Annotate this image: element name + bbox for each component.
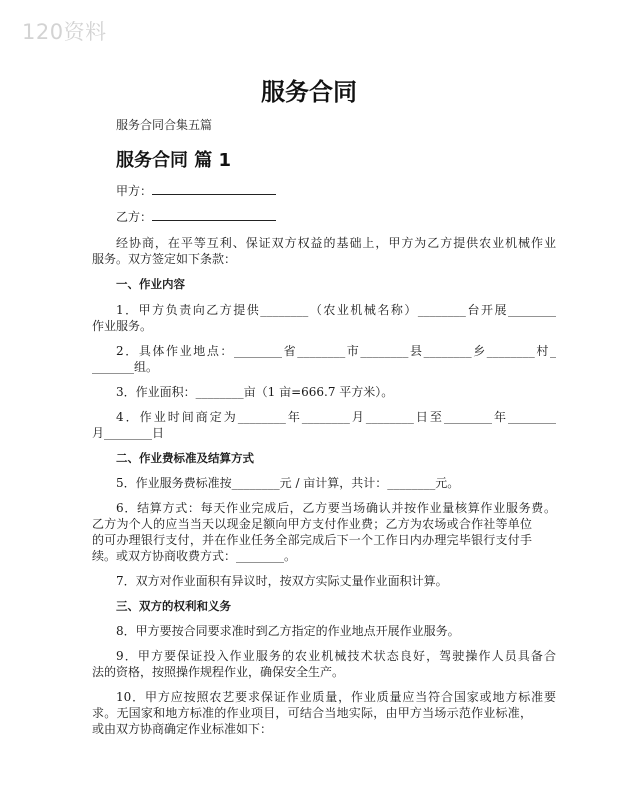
intro-line-2: 服务。双方签定如下条款： <box>92 252 237 266</box>
clause-7: 7．双方对作业面积有异议时，按双方实际丈量作业面积计算。 <box>116 574 448 588</box>
clause-6-line-4: 续。或双方协商收费方式：________。 <box>92 549 297 563</box>
subtitle: 服务合同合集五篇 <box>116 118 213 132</box>
clause-4-line-2: 月________日 <box>92 426 165 440</box>
clause-10-line-1: 10．甲方应按照农艺要求保证作业质量，作业质量应当符合国家或地方标准要 <box>116 690 556 704</box>
heading-rights-obligations: 三、双方的权利和义务 <box>116 599 231 613</box>
heading-fee-settlement: 二、作业费标准及结算方式 <box>116 451 254 465</box>
clause-9-line-1: 9．甲方要保证投入作业服务的农业机械技术状态良好，驾驶操作人员具备合 <box>116 649 556 663</box>
clause-6-line-3: 的可办理银行支付，并在作业任务全部完成后下一个工作日内办理完毕银行支付手 <box>92 533 532 547</box>
heading-work-content: 一、作业内容 <box>116 277 185 291</box>
party-a-blank <box>152 182 276 195</box>
clause-2-line-2: _______组。 <box>92 360 159 374</box>
clause-10-line-3: 或由双方协商确定作业标准如下： <box>92 722 273 736</box>
clause-2-line-1: 2．具体作业地点：________省________市________县________乡________村_ <box>116 344 556 358</box>
section-title: 服务合同 篇 1 <box>116 150 232 171</box>
clause-10-line-2: 求。无国家和地方标准的作业项目，可结合当地实际，由甲方当场示范作业标准， <box>92 706 532 720</box>
clause-4-line-1: 4．作业时间商定为________年________月________日至________年________ <box>116 410 556 424</box>
party-b-line <box>92 208 556 225</box>
party-b-label: 乙方： <box>116 210 153 224</box>
clause-5: 5．作业服务费标准按________元 / 亩计算，共计：________元。 <box>116 476 460 490</box>
clause-1-line-1: 1．甲方负责向乙方提供________（农业机械名称）________台开展________ <box>116 303 556 317</box>
clause-3: 3．作业面积：________亩（1 亩=666.7 平方米）。 <box>116 385 394 399</box>
clause-9-line-2: 法的资格，按照操作规程作业，确保安全生产。 <box>92 665 345 679</box>
party-b-blank <box>152 208 276 221</box>
clause-6-line-2: 乙方为个人的应当当天以现金足额向甲方支付作业费；乙方为农场或合作社等单位 <box>92 517 532 531</box>
document-title: 服务合同 <box>261 78 357 106</box>
intro-line-1: 经协商，在平等互利、保证双方权益的基础上，甲方为乙方提供农业机械作业 <box>116 236 556 250</box>
party-a-line <box>92 182 556 199</box>
clause-6-line-1: 6．结算方式：每天作业完成后，乙方要当场确认并按作业量核算作业服务费。 <box>116 501 556 515</box>
clause-1-line-2: 作业服务。 <box>92 319 153 333</box>
watermark: 120资料 <box>22 20 107 44</box>
party-a-label: 甲方： <box>116 184 153 198</box>
clause-8: 8．甲方要按合同要求准时到乙方指定的作业地点开展作业服务。 <box>116 624 460 638</box>
